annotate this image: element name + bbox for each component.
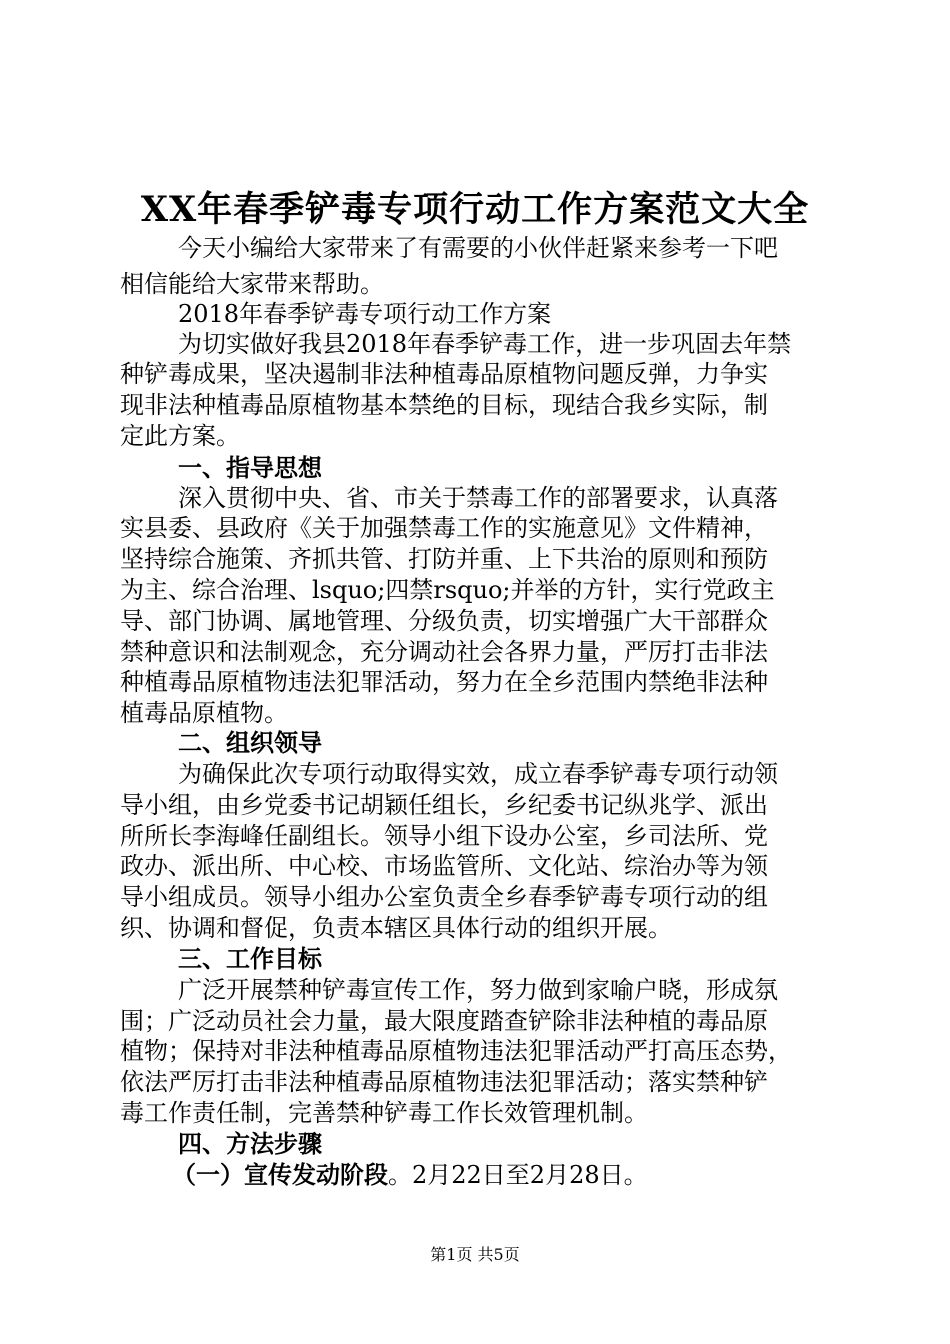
paragraph-line: 实县委、县政府《关于加强禁毒工作的实施意见》文件精神， bbox=[120, 514, 768, 542]
subsection-line bbox=[172, 1157, 648, 1193]
paragraph-line: 为主、综合治理、lsquo;四禁rsquo;并举的方针，实行党政主 bbox=[120, 576, 775, 604]
paragraph-line: 毒工作责任制，完善禁种铲毒工作长效管理机制。 bbox=[120, 1099, 648, 1127]
page-footer: 第1页 共5页 bbox=[430, 1245, 520, 1264]
subsection-heading: （一）宣传发动阶段 bbox=[172, 1160, 388, 1189]
paragraph-line: 植毒品原植物。 bbox=[120, 699, 288, 727]
paragraph-line: 导小组，由乡党委书记胡颖任组长，乡纪委书记纵兆学、派出 bbox=[120, 791, 768, 819]
section-heading: 四、方法步骤 bbox=[178, 1129, 322, 1158]
paragraph-line: 织、协调和督促，负责本辖区具体行动的组织开展。 bbox=[120, 914, 672, 942]
paragraph-line: 深入贯彻中央、省、市关于禁毒工作的部署要求，认真落 bbox=[178, 484, 778, 512]
paragraph-line: 为确保此次专项行动取得实效，成立春季铲毒专项行动领 bbox=[178, 760, 778, 788]
paragraph-line: 为切实做好我县2018年春季铲毒工作，进一步巩固去年禁 bbox=[178, 330, 792, 358]
section-heading: 二、组织领导 bbox=[178, 728, 322, 757]
paragraph-line: 定此方案。 bbox=[120, 422, 240, 450]
paragraph-line: 导小组成员。领导小组办公室负责全乡春季铲毒专项行动的组 bbox=[120, 883, 768, 911]
subsection-date: 。2月22日至2月28日。 bbox=[388, 1161, 648, 1189]
section-heading: 一、指导思想 bbox=[178, 453, 322, 482]
paragraph-line: 所所长李海峰任副组长。领导小组下设办公室，乡司法所、党 bbox=[120, 822, 768, 850]
document-title: XX年春季铲毒专项行动工作方案范文大全 bbox=[140, 189, 810, 230]
paragraph-line: 导、部门协调、属地管理、分级负责，切实增强广大干部群众 bbox=[120, 607, 768, 635]
paragraph-line: 今天小编给大家带来了有需要的小伙伴赶紧来参考一下吧 bbox=[178, 234, 778, 262]
paragraph-line: 广泛开展禁种铲毒宣传工作，努力做到家喻户晓，形成氛 bbox=[178, 976, 778, 1004]
paragraph-line: 依法严厉打击非法种植毒品原植物违法犯罪活动；落实禁种铲 bbox=[120, 1068, 768, 1096]
paragraph-line: 植物；保持对非法种植毒品原植物违法犯罪活动严打高压态势， bbox=[120, 1037, 792, 1065]
paragraph-line: 围；广泛动员社会力量，最大限度踏查铲除非法种植的毒品原 bbox=[120, 1007, 768, 1035]
paragraph-line: 种铲毒成果，坚决遏制非法种植毒品原植物问题反弹，力争实 bbox=[120, 360, 768, 388]
paragraph-line: 政办、派出所、中心校、市场监管所、文化站、综治办等为领 bbox=[120, 852, 768, 880]
paragraph-line: 相信能给大家带来帮助。 bbox=[120, 270, 384, 298]
section-heading: 三、工作目标 bbox=[178, 944, 322, 973]
paragraph-line: 种植毒品原植物违法犯罪活动，努力在全乡范围内禁绝非法种 bbox=[120, 668, 768, 696]
paragraph-line: 坚持综合施策、齐抓共管、打防并重、上下共治的原则和预防 bbox=[120, 545, 768, 573]
paragraph-line: 现非法种植毒品原植物基本禁绝的目标，现结合我乡实际，制 bbox=[120, 391, 768, 419]
subtitle-line: 2018年春季铲毒专项行动工作方案 bbox=[178, 300, 552, 328]
paragraph-line: 禁种意识和法制观念，充分调动社会各界力量，严厉打击非法 bbox=[120, 638, 768, 666]
